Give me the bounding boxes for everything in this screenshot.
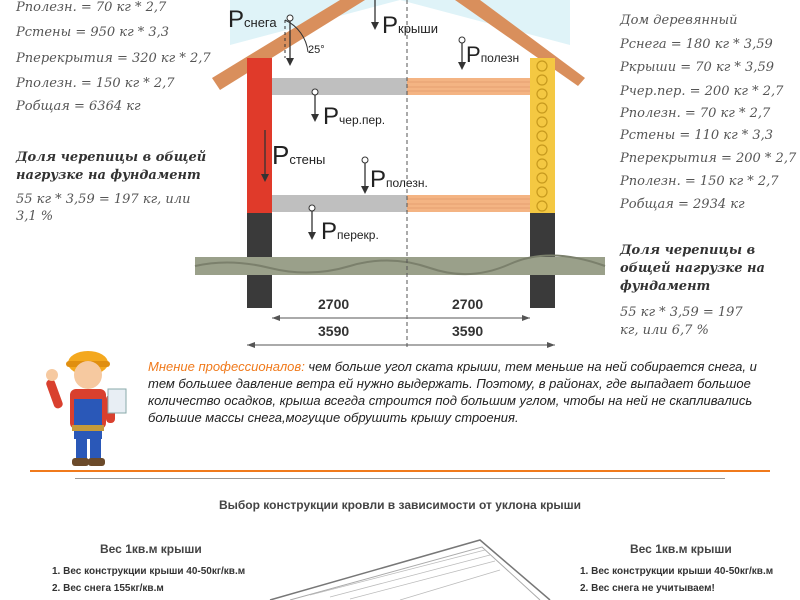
dimension-right-outer: 3590	[452, 323, 484, 339]
right-weight-line: 1. Вес конструкции крыши 40-50кг/кв.м	[580, 566, 774, 577]
right-share-heading-3: фундамент	[620, 279, 711, 294]
left-calc-line: Pполезн. = 150 кг * 2,7	[16, 76, 175, 91]
wooden-wall	[530, 58, 555, 213]
roof-load-label: Pкрыши	[382, 12, 438, 39]
right-share-value-1: 55 кг * 3,59 = 197	[620, 305, 743, 320]
wall-load-label: Pстены	[272, 140, 326, 170]
left-calc-line: Pобщая = 6364 кг	[16, 99, 141, 114]
right-share-heading-1: Доля черепицы в	[620, 243, 756, 258]
left-weight-title: Вес 1кв.м крыши	[100, 542, 202, 556]
left-share-heading-2: нагрузке на фундамент	[16, 168, 201, 183]
right-calc-line: Pкрыши = 70 кг * 3,59	[620, 60, 774, 75]
divider-orange	[30, 470, 770, 472]
right-calc-line: Pполезн. = 150 кг * 2,7	[620, 174, 779, 189]
right-share-heading-2: общей нагрузке на	[620, 261, 765, 276]
roof-selection-title: Выбор конструкции кровли в зависимости от уклона крыши	[218, 498, 582, 512]
left-calc-line: Pполезн. = 70 кг * 2,7	[16, 0, 167, 15]
right-weight-title: Вес 1кв.м крыши	[630, 542, 732, 556]
right-calc-line: Pстены = 110 кг * 3,3	[620, 128, 774, 143]
floor-load-label: Pперекр.	[321, 218, 379, 245]
expert-opinion	[148, 358, 768, 426]
right-calc-line: Pперекрытия = 200 * 2,7	[620, 151, 797, 166]
dimension-left-inner: 2700	[318, 296, 350, 312]
left-calc-line: Pстены = 950 кг * 3,3	[16, 25, 170, 40]
left-weight-line: 2. Вес снега 155кг/кв.м	[52, 583, 164, 594]
dimension-left-outer: 3590	[318, 323, 350, 339]
left-share-value-1: 55 кг * 3,59 = 197 кг, или	[16, 192, 191, 207]
useful-load-mid-label: Pполезн.	[370, 166, 428, 193]
left-share-heading-1: Доля черепицы в общей	[16, 150, 207, 165]
roof-sketch	[250, 525, 580, 600]
right-share-value-2: кг, или 6,7 %	[620, 323, 709, 338]
right-calc-line: Pобщая = 2934 кг	[620, 197, 745, 212]
builder-mascot-icon	[40, 335, 135, 470]
expert-opinion-lead: Мнение профессионалов:	[148, 359, 305, 374]
expert-opinion-body: чем больше угол ската крыши, тем меньше на ней собирается снега, и тем большее давление ветра ей нужно выдержать. Поэтому, в районах, где выпадает большое количество осадков, крыша всегда строится под большим углом, чтобы на ней не скапливались большие массы снега,могущие обрушить крышу строения.	[148, 359, 757, 425]
brick-wall	[247, 58, 272, 213]
left-weight-line: 1. Вес конструкции крыши 40-50кг/кв.м	[52, 566, 246, 577]
right-weight-line: 2. Вес снега не учитываем!	[580, 583, 715, 594]
attic-floor-load-label: Pчер.пер.	[323, 103, 386, 130]
left-calc-line: Pперекрытия = 320 кг * 2,7	[16, 51, 211, 66]
left-share-value-2: 3,1 %	[16, 209, 54, 224]
right-calc-line: Pснега = 180 кг * 3,59	[620, 37, 773, 52]
floor-left	[272, 195, 407, 212]
snow-load-label: Pснега	[228, 6, 277, 33]
right-calc-line: Pполезн. = 70 кг * 2,7	[620, 106, 771, 121]
useful-load-top-label: Pполезн	[466, 42, 520, 67]
divider-gray	[75, 478, 725, 479]
right-house-title: Дом деревянный	[620, 13, 738, 28]
attic-floor-left	[272, 78, 407, 95]
dimension-right-inner: 2700	[452, 296, 484, 312]
right-calc-line: Pчер.пер. = 200 кг * 2,7	[620, 84, 784, 99]
roof-angle-label: 25°	[308, 44, 325, 56]
